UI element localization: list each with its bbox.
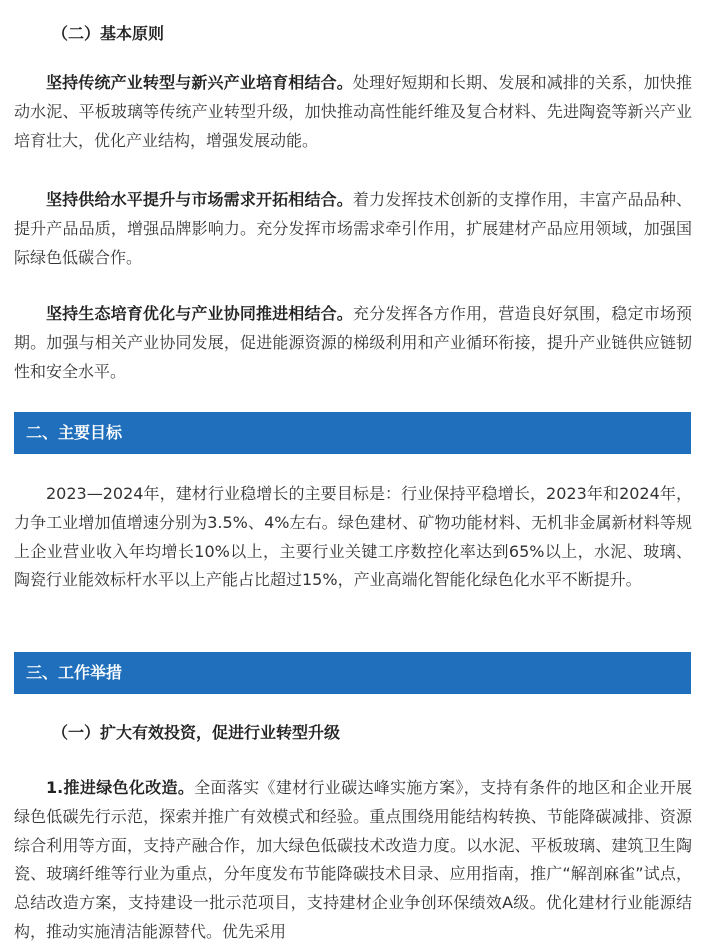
principles-heading: （二）基本原则 bbox=[52, 24, 165, 43]
measure-1-title: 1.推进绿色化改造。 bbox=[46, 778, 195, 797]
measure-1-body: 全面落实《建材行业碳达峰实施方案》，支持有条件的地区和企业开展绿色低碳先行示范，探索并推广有效模式和经验。重点围绕用能结构转换、节能降碳减排、资源综合利用等方面，支持产融合作，加大绿色低碳技术改造力度。以水泥、平板玻璃、建筑卫生陶瓷、玻璃纤维等行业为重点，分年度发布节能降碳技术目录、应用指南，推广“解剖麻雀”试点，总结改造方案，支持建设一批示范项目，支持建材企业争创环保绩效A级。优化建材行业能源结构，推动实施清洁能源替代。优先采用 bbox=[14, 778, 692, 941]
principle-paragraph-3 bbox=[14, 300, 692, 386]
goals-section-banner: 二、主要目标 bbox=[14, 412, 691, 454]
principle-1-title: 坚持传统产业转型与新兴产业培育相结合。 bbox=[46, 73, 353, 92]
principle-3-title: 坚持生态培育优化与产业协同推进相结合。 bbox=[46, 304, 353, 323]
principle-paragraph-1 bbox=[14, 69, 692, 155]
principle-2-body: 着力发挥技术创新的支撑作用，丰富产品品种、提升产品品质，增强品牌影响力。充分发挥市场需求牵引作用，扩展建材产品应用领域，加强国际绿色低碳合作。 bbox=[14, 190, 692, 267]
measures-section-banner: 三、工作举措 bbox=[14, 652, 691, 694]
principle-1-body: 处理好短期和长期、发展和减排的关系，加快推动水泥、平板玻璃等传统产业转型升级，加快推动高性能纤维及复合材料、先进陶瓷等新兴产业培育壮大，优化产业结构，增强发展动能。 bbox=[14, 73, 692, 150]
principle-3-body: 充分发挥各方作用，营造良好氛围，稳定市场预期。加强与相关产业协同发展，促进能源资源的梯级利用和产业循环衔接，提升产业链供应链韧性和安全水平。 bbox=[14, 304, 692, 381]
goals-paragraph: 2023—2024年，建材行业稳增长的主要目标是：行业保持平稳增长，2023年和2024年，力争工业增加值增速分别为3.5%、4%左右。绿色建材、矿物功能材料、无机非金属新材料等规上企业营业收入年均增长10%以上，主要行业关键工序数控化率达到65%以上，水泥、玻璃、陶瓷行业能效标杆水平以上产能占比超过15%，产业高端化智能化绿色化水平不断提升。 bbox=[14, 484, 692, 590]
measure-paragraph-1 bbox=[14, 774, 692, 947]
investment-heading: （一）扩大有效投资，促进行业转型升级 bbox=[52, 723, 341, 742]
principle-paragraph-2 bbox=[14, 186, 692, 272]
principle-2-title: 坚持供给水平提升与市场需求开拓相结合。 bbox=[46, 190, 353, 209]
